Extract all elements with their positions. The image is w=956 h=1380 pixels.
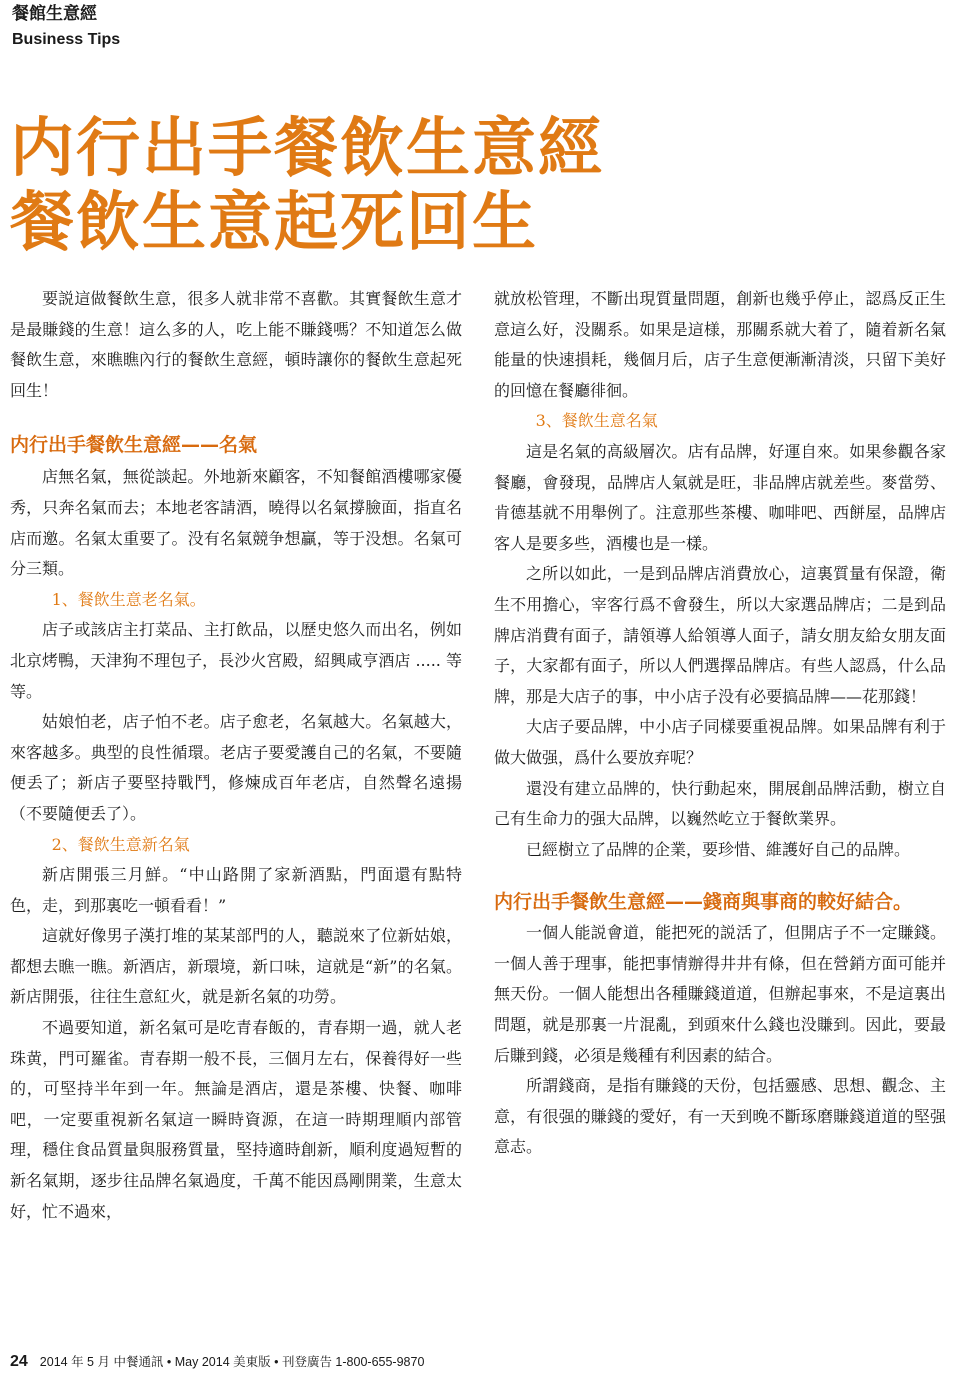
subheading-new-reputation: 2、餐飲生意新名氣 xyxy=(51,834,190,854)
section-title-english: Business Tips xyxy=(12,31,121,48)
section-header xyxy=(12,3,120,51)
section-heading-money-business: 内行出手餐飲生意經——錢商與事商的較好結合。 xyxy=(494,891,913,914)
paragraph: 一個人能説會道，能把死的説活了，但開店子不一定賺錢。一個人善于理事，能把事情辦得井井有條，但在營銷方面可能并無天份。一個人能想出各種賺錢道道，但辦起事來，不是這裏出問題，就是那裏一片混亂，到頭來什么錢也没賺到。因此，要最后賺到錢，必須是幾種有利因素的結合。 xyxy=(494,923,946,1065)
paragraph-continued: 就放松管理，不斷出現質量問題，創新也幾乎停止，認爲反正生意這么好，没關系。如果是這様，那關系就大着了，隨着新名氣能量的快速損耗，幾個月后，店子生意便漸漸清淡，只留下美好的回憶在餐廳徘徊。 xyxy=(494,289,946,400)
paragraph: 店子或該店主打菜品、主打飲品，以歷史悠久而出名，例如北京烤鴨，天津狗不理包子，長沙火宮殿，紹興咸亨酒店 ..... 等等。 xyxy=(10,620,462,701)
paragraph: 不過要知道，新名氣可是吃青春飯的，青春期一過，就人老珠黄，門可羅雀。青春期一般不長，三個月左右，保養得好一些的，可堅持半年到一年。無論是酒店，還是茶樓、快餐、咖啡吧，一定要重視新名氣這一瞬時資源，在這一時期理順内部管理，穩住食品質量與服務質量，堅持適時創新，順利度過短暫的新名氣期，逐步往品牌名氣過度，千萬不能因爲剛開業，生意太好，忙不過來， xyxy=(10,1018,462,1221)
article-title-line-2: 餐飲生意起死回生 xyxy=(10,185,538,260)
paragraph: 已經樹立了品牌的企業，要珍惜、維護好自己的品牌。 xyxy=(526,839,911,859)
subheading-old-reputation: 1、餐飲生意老名氣。 xyxy=(51,589,206,609)
paragraph: 這就好像男子漢打堆的某某部門的人，聽説來了位新姑娘，都想去瞧一瞧。新酒店，新環境，新口味，這就是“新”的名氣。新店開張，往往生意紅火，就是新名氣的功勞。 xyxy=(10,926,462,1007)
subheading-brand-reputation: 3、餐飲生意名氣 xyxy=(535,411,658,431)
paragraph: 之所以如此，一是到品牌店消費放心，這裏質量有保證，衛生不用擔心，宰客行爲不會發生，所以大家選品牌店；二是到品牌店消費有面子，請領導人給領導人面子，請女朋友給女朋友面子，大家都有面子，所以人們選擇品牌店。有些人認爲，什么品牌，那是大店子的事，中小店子没有必要搞品牌——花那錢！ xyxy=(494,564,946,706)
article-title-line-1: 内行出手餐飲生意經 xyxy=(10,111,604,186)
paragraph: 新店開張三月鮮。“中山路開了家新酒點，門面還有點特色，走，到那裏吃一頓看看！” xyxy=(10,865,462,915)
left-column xyxy=(10,284,462,1227)
paragraph: 這是名氣的高級層次。店有品牌，好運自來。如果參觀各家餐廳，會發現，品牌店人氣就是旺，非品牌店就差些。麥當勞、肯德基就不用舉例了。注意那些茶樓、咖啡吧、西餅屋，品牌店客人是要多些，酒樓也是一樣。 xyxy=(494,441,946,553)
intro-paragraph: 要説這做餐飲生意，很多人就非常不喜歡。其實餐飲生意才是最賺錢的生意！這么多的人，吃上能不賺錢嗎？不知道怎么做餐飲生意，來瞧瞧內行的餐飲生意經，頓時讓你的餐飲生意起死回生！ xyxy=(10,289,462,400)
section-heading-reputation: 内行出手餐飲生意經——名氣 xyxy=(10,434,258,457)
paragraph: 所謂錢商，是指有賺錢的天份，包括靈感、思想、觀念、主意，有很强的賺錢的愛好，有一天到晚不斷琢磨賺錢道道的堅强意志。 xyxy=(494,1076,946,1157)
paragraph: 姑娘怕老，店子怕不老。店子愈老，名氣越大。名氣越大，來客越多。典型的良性循環。老店子要愛護自己的名氣，不要隨便丢了；新店子要堅持戰鬥，修煉成百年老店，自然聲名遠揚（不要隨便丢了）。 xyxy=(10,712,462,823)
right-column xyxy=(494,284,946,1163)
article-title xyxy=(10,112,950,260)
paragraph: 店無名氣，無從談起。外地新來顧客，不知餐館酒樓哪家優秀，只奔名氣而去；本地老客請酒，曉得以名氣撐臉面，指直名店而邀。名氣太重要了。没有名氣競争想贏，等于没想。名氣可分三類。 xyxy=(10,467,462,579)
paragraph: 還没有建立品牌的，快行動起來，開展創品牌活動，樹立自己有生命力的强大品牌，以巍然屹立于餐飲業界。 xyxy=(494,778,946,829)
footer-publication-info: 2014 年 5 月 中餐通訊 • May 2014 美東版 • 刊登廣告 1-800-655-9870 xyxy=(39,1355,425,1369)
page-footer xyxy=(10,1352,424,1371)
paragraph: 大店子要品牌，中小店子同樣要重視品牌。如果品牌有利于做大做强，爲什么要放弃呢？ xyxy=(494,717,946,767)
section-title-chinese: 餐館生意經 xyxy=(12,4,97,24)
page-number: 24 xyxy=(10,1353,28,1370)
